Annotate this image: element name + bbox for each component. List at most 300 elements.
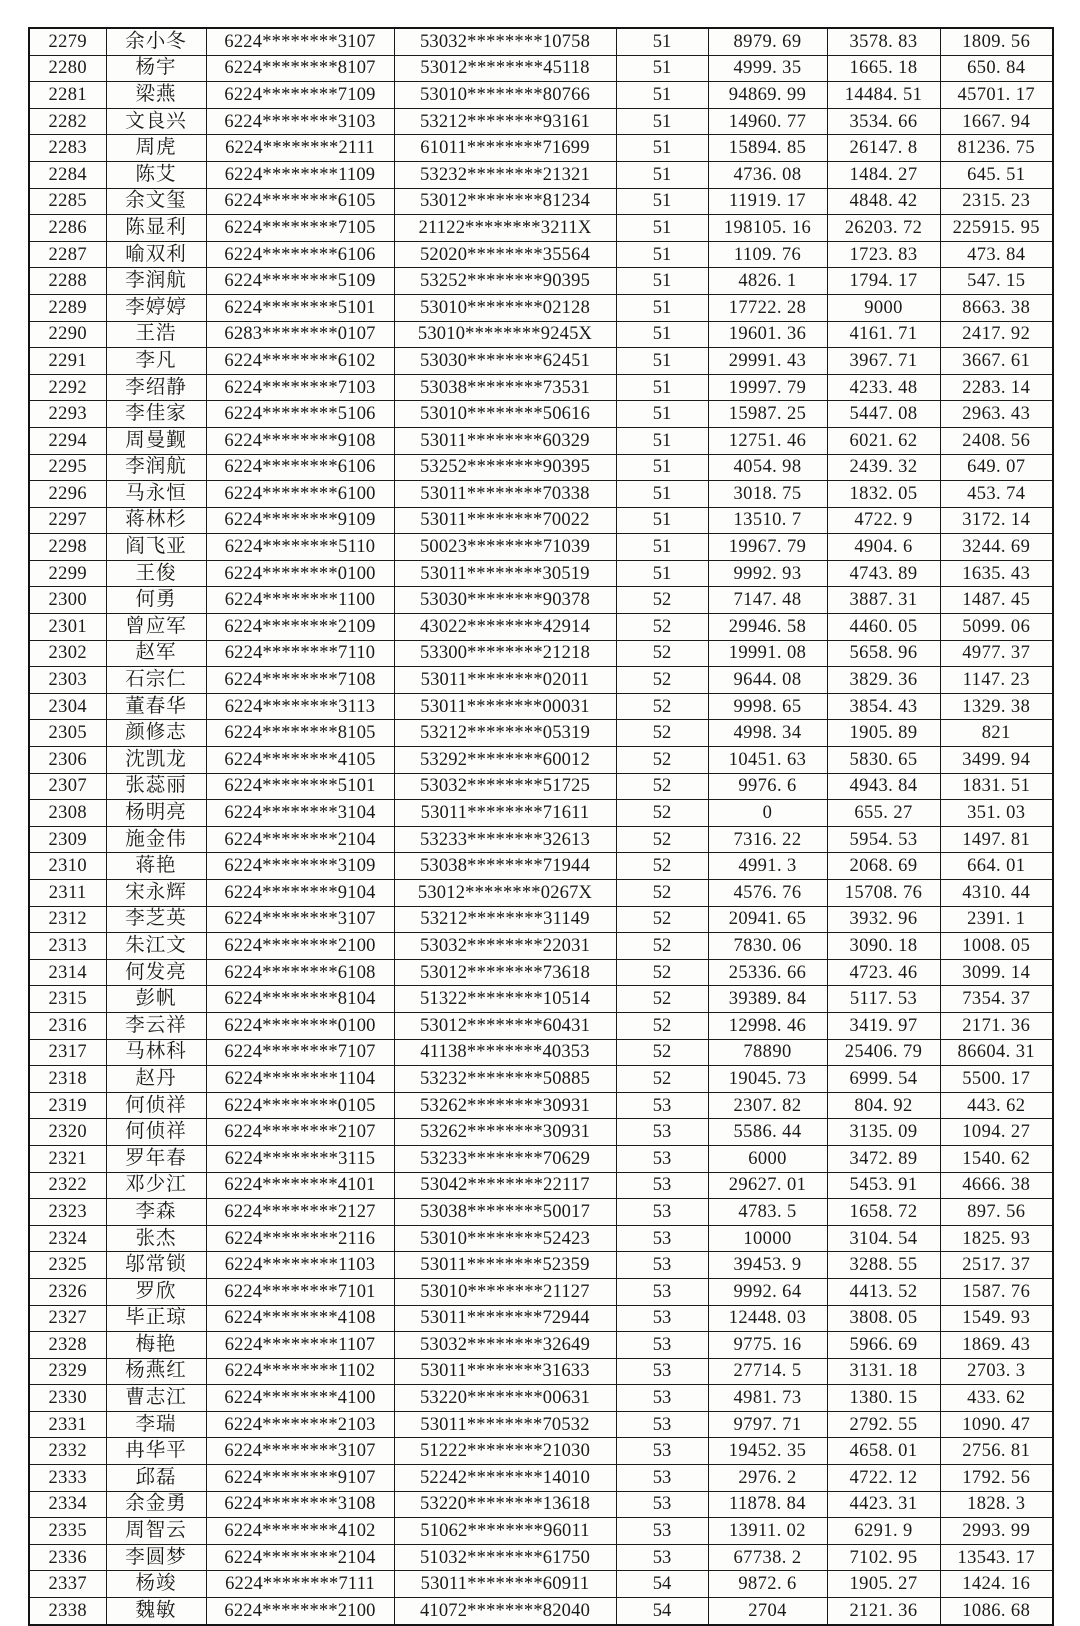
cell-code: 52 — [616, 1012, 708, 1039]
cell-name: 罗欣 — [106, 1278, 206, 1305]
cell-code: 52 — [616, 933, 708, 960]
cell-card-number: 6224********9104 — [206, 880, 394, 907]
cell-id-number: 52242********14010 — [394, 1465, 616, 1492]
cell-id-number: 53038********71944 — [394, 853, 616, 880]
cell-amount-2: 3854. 43 — [827, 693, 940, 720]
cell-code: 51 — [616, 507, 708, 534]
cell-amount-1: 12448. 03 — [708, 1305, 827, 1332]
cell-name: 赵丹 — [106, 1066, 206, 1093]
cell-code: 52 — [616, 986, 708, 1013]
table-row — [29, 667, 1053, 694]
cell-amount-1: 19601. 36 — [708, 321, 827, 348]
cell-name: 冉华平 — [106, 1438, 206, 1465]
cell-id-number: 53010********21127 — [394, 1278, 616, 1305]
cell-name: 朱江文 — [106, 933, 206, 960]
cell-name: 李佳家 — [106, 401, 206, 428]
cell-card-number: 6224********2107 — [206, 1119, 394, 1146]
cell-id-number: 53030********90378 — [394, 587, 616, 614]
cell-amount-1: 6000 — [708, 1145, 827, 1172]
cell-name: 何侦祥 — [106, 1119, 206, 1146]
cell-amount-1: 39389. 84 — [708, 986, 827, 1013]
cell-amount-2: 4848. 42 — [827, 188, 940, 215]
cell-amount-3: 3499. 94 — [940, 747, 1053, 774]
cell-amount-3: 4666. 38 — [940, 1172, 1053, 1199]
cell-amount-3: 3172. 14 — [940, 507, 1053, 534]
cell-card-number: 6224********5101 — [206, 773, 394, 800]
table-row — [29, 454, 1053, 481]
cell-amount-1: 14960. 77 — [708, 108, 827, 135]
cell-card-number: 6224********7111 — [206, 1571, 394, 1598]
cell-seq: 2290 — [29, 321, 106, 348]
table-row — [29, 348, 1053, 375]
cell-code: 53 — [616, 1145, 708, 1172]
cell-amount-3: 473. 84 — [940, 241, 1053, 268]
cell-amount-3: 1008. 05 — [940, 933, 1053, 960]
cell-id-number: 53010********80766 — [394, 82, 616, 109]
cell-name: 余金勇 — [106, 1491, 206, 1518]
table-row — [29, 28, 1053, 55]
cell-amount-1: 4826. 1 — [708, 268, 827, 295]
cell-id-number: 51062********96011 — [394, 1518, 616, 1545]
cell-amount-1: 9797. 71 — [708, 1411, 827, 1438]
cell-seq: 2327 — [29, 1305, 106, 1332]
cell-seq: 2307 — [29, 773, 106, 800]
cell-seq: 2281 — [29, 82, 106, 109]
cell-name: 陈艾 — [106, 161, 206, 188]
cell-id-number: 53011********70022 — [394, 507, 616, 534]
table-row — [29, 880, 1053, 907]
cell-id-number: 53262********30931 — [394, 1092, 616, 1119]
cell-name: 彭帆 — [106, 986, 206, 1013]
cell-code: 53 — [616, 1199, 708, 1226]
cell-name: 蒋林杉 — [106, 507, 206, 534]
cell-amount-2: 4161. 71 — [827, 321, 940, 348]
cell-amount-1: 27714. 5 — [708, 1358, 827, 1385]
cell-id-number: 53010********50616 — [394, 401, 616, 428]
cell-amount-2: 1484. 27 — [827, 161, 940, 188]
cell-name: 李圆梦 — [106, 1544, 206, 1571]
cell-name: 董春华 — [106, 693, 206, 720]
cell-seq: 2287 — [29, 241, 106, 268]
cell-code: 51 — [616, 401, 708, 428]
cell-amount-3: 13543. 17 — [940, 1544, 1053, 1571]
cell-amount-3: 351. 03 — [940, 800, 1053, 827]
cell-card-number: 6224********1109 — [206, 161, 394, 188]
cell-amount-1: 4736. 08 — [708, 161, 827, 188]
cell-amount-2: 3135. 09 — [827, 1119, 940, 1146]
cell-amount-2: 3829. 36 — [827, 667, 940, 694]
cell-amount-3: 897. 56 — [940, 1199, 1053, 1226]
cell-amount-1: 67738. 2 — [708, 1544, 827, 1571]
cell-code: 52 — [616, 800, 708, 827]
cell-amount-3: 81236. 75 — [940, 135, 1053, 162]
cell-seq: 2319 — [29, 1092, 106, 1119]
cell-id-number: 53012********73618 — [394, 959, 616, 986]
cell-id-number: 53011********31633 — [394, 1358, 616, 1385]
cell-id-number: 53032********10758 — [394, 28, 616, 55]
cell-id-number: 53011********02011 — [394, 667, 616, 694]
cell-name: 邱磊 — [106, 1465, 206, 1492]
cell-amount-1: 198105. 16 — [708, 215, 827, 242]
cell-name: 李森 — [106, 1199, 206, 1226]
cell-code: 51 — [616, 161, 708, 188]
cell-id-number: 51322********10514 — [394, 986, 616, 1013]
cell-card-number: 6224********5101 — [206, 294, 394, 321]
cell-amount-3: 2283. 14 — [940, 374, 1053, 401]
cell-seq: 2314 — [29, 959, 106, 986]
cell-id-number: 53233********70629 — [394, 1145, 616, 1172]
cell-name: 赵军 — [106, 640, 206, 667]
table-row — [29, 1145, 1053, 1172]
cell-id-number: 51032********61750 — [394, 1544, 616, 1571]
cell-amount-3: 2703. 3 — [940, 1358, 1053, 1385]
cell-id-number: 52020********35564 — [394, 241, 616, 268]
cell-name: 何勇 — [106, 587, 206, 614]
cell-name: 罗年春 — [106, 1145, 206, 1172]
cell-id-number: 53011********60911 — [394, 1571, 616, 1598]
cell-seq: 2296 — [29, 481, 106, 508]
cell-card-number: 6224********0100 — [206, 560, 394, 587]
cell-amount-2: 5954. 53 — [827, 826, 940, 853]
cell-id-number: 53011********60329 — [394, 427, 616, 454]
table-row — [29, 188, 1053, 215]
cell-seq: 2318 — [29, 1066, 106, 1093]
cell-amount-1: 7316. 22 — [708, 826, 827, 853]
cell-amount-3: 1828. 3 — [940, 1491, 1053, 1518]
cell-code: 51 — [616, 82, 708, 109]
cell-amount-2: 3932. 96 — [827, 906, 940, 933]
cell-amount-1: 10451. 63 — [708, 747, 827, 774]
cell-amount-2: 3090. 18 — [827, 933, 940, 960]
cell-amount-2: 15708. 76 — [827, 880, 940, 907]
cell-id-number: 53220********00631 — [394, 1385, 616, 1412]
cell-card-number: 6224********5110 — [206, 534, 394, 561]
cell-amount-2: 5117. 53 — [827, 986, 940, 1013]
cell-code: 51 — [616, 268, 708, 295]
table-row — [29, 1438, 1053, 1465]
cell-amount-1: 9872. 6 — [708, 1571, 827, 1598]
cell-amount-2: 4723. 46 — [827, 959, 940, 986]
table-row — [29, 1066, 1053, 1093]
cell-amount-2: 3288. 55 — [827, 1252, 940, 1279]
table-row — [29, 1332, 1053, 1359]
cell-amount-3: 1667. 94 — [940, 108, 1053, 135]
cell-id-number: 53012********81234 — [394, 188, 616, 215]
cell-name: 陈显利 — [106, 215, 206, 242]
cell-name: 蒋艳 — [106, 853, 206, 880]
cell-amount-2: 3131. 18 — [827, 1358, 940, 1385]
table-row — [29, 1411, 1053, 1438]
cell-name: 周虎 — [106, 135, 206, 162]
cell-code: 52 — [616, 1039, 708, 1066]
cell-code: 51 — [616, 374, 708, 401]
cell-card-number: 6224********6108 — [206, 959, 394, 986]
cell-seq: 2332 — [29, 1438, 106, 1465]
table-row — [29, 1518, 1053, 1545]
cell-amount-3: 3244. 69 — [940, 534, 1053, 561]
cell-seq: 2280 — [29, 55, 106, 82]
cell-name: 李绍静 — [106, 374, 206, 401]
cell-id-number: 53010********02128 — [394, 294, 616, 321]
cell-amount-2: 2068. 69 — [827, 853, 940, 880]
cell-amount-2: 804. 92 — [827, 1092, 940, 1119]
table-row — [29, 1385, 1053, 1412]
cell-seq: 2337 — [29, 1571, 106, 1598]
cell-code: 52 — [616, 906, 708, 933]
cell-card-number: 6224********2104 — [206, 826, 394, 853]
cell-amount-3: 433. 62 — [940, 1385, 1053, 1412]
cell-amount-3: 45701. 17 — [940, 82, 1053, 109]
cell-amount-3: 2517. 37 — [940, 1252, 1053, 1279]
cell-code: 53 — [616, 1518, 708, 1545]
cell-amount-2: 4423. 31 — [827, 1491, 940, 1518]
cell-amount-2: 4943. 84 — [827, 773, 940, 800]
cell-code: 53 — [616, 1332, 708, 1359]
table-row — [29, 1172, 1053, 1199]
cell-card-number: 6224********3107 — [206, 28, 394, 55]
cell-amount-1: 29991. 43 — [708, 348, 827, 375]
cell-id-number: 53032********32649 — [394, 1332, 616, 1359]
table-row — [29, 1119, 1053, 1146]
cell-amount-3: 2756. 81 — [940, 1438, 1053, 1465]
table-row — [29, 241, 1053, 268]
cell-card-number: 6224********3113 — [206, 693, 394, 720]
table-row — [29, 1358, 1053, 1385]
cell-name: 杨宇 — [106, 55, 206, 82]
cell-amount-2: 3808. 05 — [827, 1305, 940, 1332]
cell-name: 周智云 — [106, 1518, 206, 1545]
cell-amount-2: 1832. 05 — [827, 481, 940, 508]
cell-name: 张杰 — [106, 1225, 206, 1252]
cell-code: 51 — [616, 534, 708, 561]
cell-seq: 2299 — [29, 560, 106, 587]
cell-amount-3: 1587. 76 — [940, 1278, 1053, 1305]
cell-id-number: 53012********60431 — [394, 1012, 616, 1039]
cell-id-number: 43022********42914 — [394, 614, 616, 641]
cell-card-number: 6224********3104 — [206, 800, 394, 827]
cell-code: 51 — [616, 135, 708, 162]
cell-amount-1: 7830. 06 — [708, 933, 827, 960]
cell-code: 51 — [616, 481, 708, 508]
cell-code: 52 — [616, 1066, 708, 1093]
cell-seq: 2338 — [29, 1598, 106, 1625]
cell-name: 邓少江 — [106, 1172, 206, 1199]
table-row — [29, 321, 1053, 348]
cell-id-number: 61011********71699 — [394, 135, 616, 162]
cell-id-number: 53292********60012 — [394, 747, 616, 774]
cell-seq: 2295 — [29, 454, 106, 481]
cell-name: 文良兴 — [106, 108, 206, 135]
cell-seq: 2292 — [29, 374, 106, 401]
table-row — [29, 720, 1053, 747]
table-row — [29, 82, 1053, 109]
cell-amount-1: 19967. 79 — [708, 534, 827, 561]
cell-code: 53 — [616, 1438, 708, 1465]
cell-amount-1: 0 — [708, 800, 827, 827]
table-row — [29, 1278, 1053, 1305]
cell-id-number: 53010********9245X — [394, 321, 616, 348]
cell-amount-3: 1635. 43 — [940, 560, 1053, 587]
cell-code: 53 — [616, 1411, 708, 1438]
cell-amount-1: 19452. 35 — [708, 1438, 827, 1465]
table-container — [28, 27, 1052, 1626]
cell-seq: 2294 — [29, 427, 106, 454]
cell-amount-2: 4722. 12 — [827, 1465, 940, 1492]
cell-code: 53 — [616, 1358, 708, 1385]
table-row — [29, 55, 1053, 82]
cell-amount-2: 3472. 89 — [827, 1145, 940, 1172]
cell-id-number: 53011********71611 — [394, 800, 616, 827]
cell-code: 53 — [616, 1305, 708, 1332]
cell-code: 52 — [616, 640, 708, 667]
cell-amount-2: 3419. 97 — [827, 1012, 940, 1039]
table-row — [29, 401, 1053, 428]
cell-seq: 2282 — [29, 108, 106, 135]
cell-card-number: 6224********7103 — [206, 374, 394, 401]
table-row — [29, 1544, 1053, 1571]
cell-card-number: 6224********4101 — [206, 1172, 394, 1199]
cell-seq: 2323 — [29, 1199, 106, 1226]
cell-card-number: 6224********4105 — [206, 747, 394, 774]
cell-seq: 2316 — [29, 1012, 106, 1039]
cell-code: 51 — [616, 55, 708, 82]
cell-seq: 2313 — [29, 933, 106, 960]
cell-name: 王浩 — [106, 321, 206, 348]
cell-card-number: 6224********3103 — [206, 108, 394, 135]
table-row — [29, 1465, 1053, 1492]
table-row — [29, 614, 1053, 641]
cell-name: 何发亮 — [106, 959, 206, 986]
cell-amount-1: 9992. 64 — [708, 1278, 827, 1305]
cell-seq: 2331 — [29, 1411, 106, 1438]
cell-card-number: 6224********1102 — [206, 1358, 394, 1385]
cell-amount-2: 4658. 01 — [827, 1438, 940, 1465]
cell-amount-1: 4981. 73 — [708, 1385, 827, 1412]
cell-card-number: 6224********6102 — [206, 348, 394, 375]
cell-amount-2: 5447. 08 — [827, 401, 940, 428]
cell-seq: 2301 — [29, 614, 106, 641]
cell-card-number: 6224********3107 — [206, 906, 394, 933]
cell-id-number: 53030********62451 — [394, 348, 616, 375]
cell-amount-1: 4054. 98 — [708, 454, 827, 481]
cell-seq: 2308 — [29, 800, 106, 827]
cell-seq: 2335 — [29, 1518, 106, 1545]
cell-seq: 2320 — [29, 1119, 106, 1146]
table-row — [29, 534, 1053, 561]
cell-card-number: 6224********1107 — [206, 1332, 394, 1359]
cell-seq: 2286 — [29, 215, 106, 242]
table-row — [29, 294, 1053, 321]
cell-id-number: 53042********22117 — [394, 1172, 616, 1199]
cell-amount-1: 9992. 93 — [708, 560, 827, 587]
cell-amount-2: 9000 — [827, 294, 940, 321]
cell-code: 51 — [616, 560, 708, 587]
cell-amount-3: 5099. 06 — [940, 614, 1053, 641]
cell-name: 李润航 — [106, 454, 206, 481]
cell-card-number: 6224********2116 — [206, 1225, 394, 1252]
cell-card-number: 6224********4102 — [206, 1518, 394, 1545]
cell-amount-2: 6291. 9 — [827, 1518, 940, 1545]
cell-amount-3: 2315. 23 — [940, 188, 1053, 215]
cell-name: 曾应军 — [106, 614, 206, 641]
cell-name: 李婷婷 — [106, 294, 206, 321]
cell-card-number: 6224********7107 — [206, 1039, 394, 1066]
cell-amount-2: 4460. 05 — [827, 614, 940, 641]
cell-amount-1: 4998. 34 — [708, 720, 827, 747]
cell-card-number: 6224********8107 — [206, 55, 394, 82]
cell-seq: 2291 — [29, 348, 106, 375]
cell-amount-3: 1825. 93 — [940, 1225, 1053, 1252]
cell-amount-2: 4722. 9 — [827, 507, 940, 534]
cell-code: 53 — [616, 1172, 708, 1199]
cell-code: 51 — [616, 294, 708, 321]
cell-amount-3: 645. 51 — [940, 161, 1053, 188]
cell-amount-1: 4999. 35 — [708, 55, 827, 82]
cell-amount-1: 10000 — [708, 1225, 827, 1252]
cell-amount-2: 26147. 8 — [827, 135, 940, 162]
cell-id-number: 50023********71039 — [394, 534, 616, 561]
cell-amount-1: 2976. 2 — [708, 1465, 827, 1492]
cell-id-number: 53011********72944 — [394, 1305, 616, 1332]
cell-card-number: 6224********7108 — [206, 667, 394, 694]
table-row — [29, 427, 1053, 454]
cell-amount-1: 9775. 16 — [708, 1332, 827, 1359]
cell-name: 马林科 — [106, 1039, 206, 1066]
cell-id-number: 41072********82040 — [394, 1598, 616, 1625]
cell-card-number: 6224********3109 — [206, 853, 394, 880]
table-body — [29, 28, 1053, 1625]
cell-id-number: 53032********51725 — [394, 773, 616, 800]
cell-code: 52 — [616, 880, 708, 907]
cell-card-number: 6224********1103 — [206, 1252, 394, 1279]
cell-code: 53 — [616, 1385, 708, 1412]
cell-id-number: 53011********70532 — [394, 1411, 616, 1438]
cell-id-number: 53212********31149 — [394, 906, 616, 933]
cell-amount-3: 547. 15 — [940, 268, 1053, 295]
cell-amount-3: 2408. 56 — [940, 427, 1053, 454]
table-row — [29, 374, 1053, 401]
cell-code: 52 — [616, 587, 708, 614]
cell-seq: 2297 — [29, 507, 106, 534]
cell-code: 53 — [616, 1278, 708, 1305]
cell-amount-2: 1794. 17 — [827, 268, 940, 295]
cell-card-number: 6224********7101 — [206, 1278, 394, 1305]
cell-amount-1: 13911. 02 — [708, 1518, 827, 1545]
cell-code: 53 — [616, 1465, 708, 1492]
cell-amount-1: 29946. 58 — [708, 614, 827, 641]
cell-id-number: 53233********32613 — [394, 826, 616, 853]
cell-amount-2: 4743. 89 — [827, 560, 940, 587]
cell-code: 52 — [616, 667, 708, 694]
cell-code: 52 — [616, 720, 708, 747]
cell-name: 杨明亮 — [106, 800, 206, 827]
cell-id-number: 21122********3211X — [394, 215, 616, 242]
cell-card-number: 6224********1104 — [206, 1066, 394, 1093]
cell-id-number: 53252********90395 — [394, 454, 616, 481]
cell-id-number: 53038********50017 — [394, 1199, 616, 1226]
cell-seq: 2284 — [29, 161, 106, 188]
cell-amount-3: 453. 74 — [940, 481, 1053, 508]
cell-amount-2: 1380. 15 — [827, 1385, 940, 1412]
cell-card-number: 6224********4108 — [206, 1305, 394, 1332]
cell-card-number: 6224********5106 — [206, 401, 394, 428]
cell-code: 51 — [616, 241, 708, 268]
data-table — [28, 27, 1054, 1626]
table-row — [29, 1491, 1053, 1518]
table-row — [29, 587, 1053, 614]
cell-seq: 2336 — [29, 1544, 106, 1571]
cell-id-number: 53252********90395 — [394, 268, 616, 295]
